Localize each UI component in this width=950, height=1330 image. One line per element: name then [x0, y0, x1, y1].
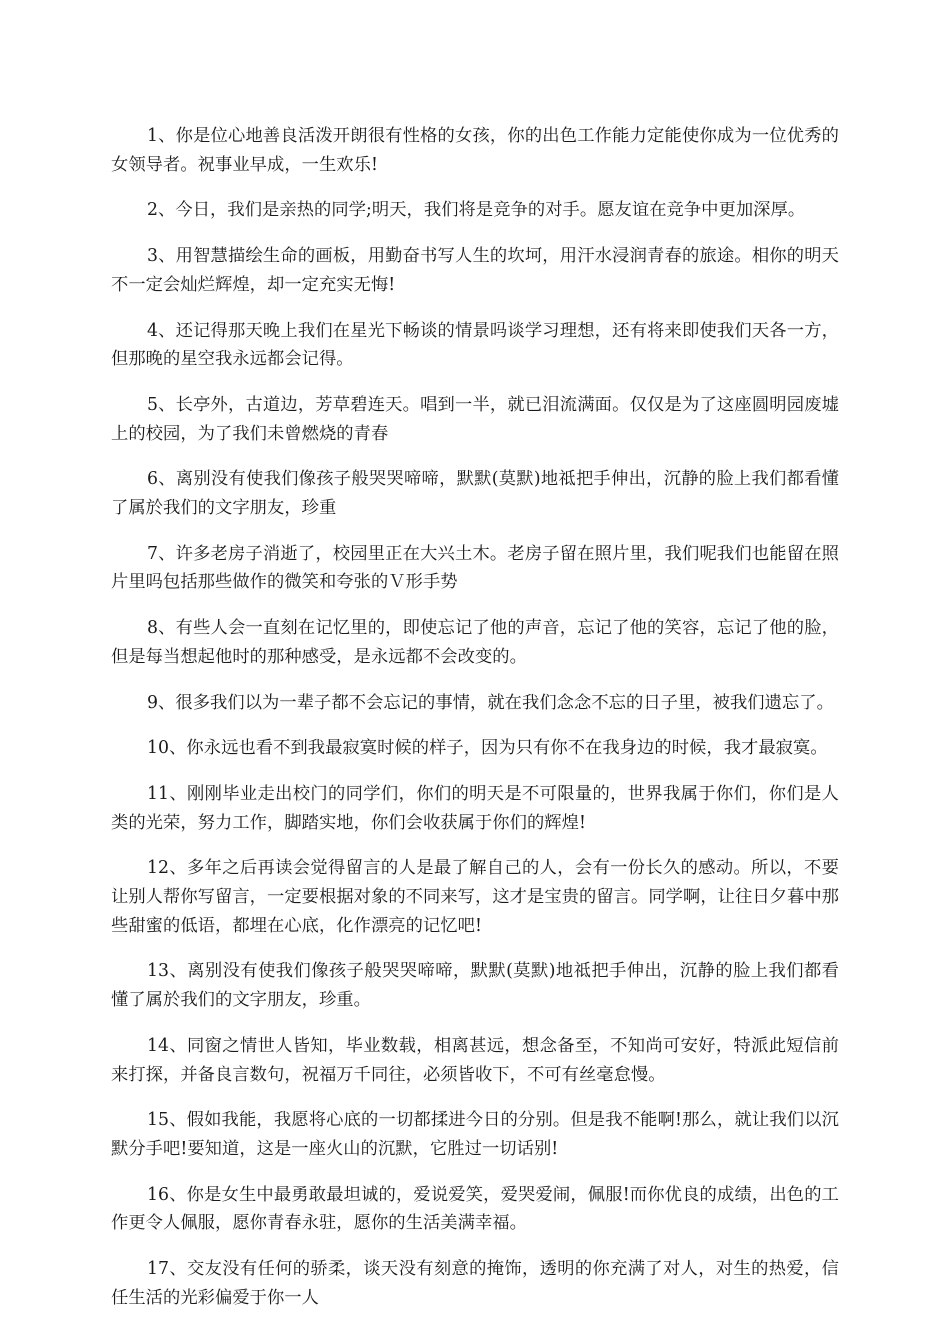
document-body [111, 122, 839, 1330]
paragraph-5: 5、长亭外，古道边，芳草碧连天。唱到一半，就已泪流满面。仅仅是为了这座圆明园废墟上的校园，为了我们未曾燃烧的青春 [111, 394, 839, 444]
paragraph-2: 2、今日，我们是亲热的同学;明天，我们将是竞争的对手。愿友谊在竞争中更加深厚。 [147, 200, 806, 221]
paragraph-13: 13、离别没有使我们像孩子般哭哭啼啼，默默(莫默)地祗把手伸出，沉静的脸上我们都看懂了属於我们的文字朋友，珍重。 [111, 961, 839, 1011]
paragraph-1: 1、你是位心地善良活泼开朗很有性格的女孩，你的出色工作能力定能使你成为一位优秀的女领导者。祝事业早成，一生欢乐! [111, 126, 839, 175]
paragraph-14: 14、同窗之情世人皆知，毕业数载，相离甚远，想念备至，不知尚可安好，特派此短信前来打探，并备良言数句，祝福万千同往，必须皆收下，不可有丝毫怠慢。 [111, 1035, 839, 1085]
paragraph-7: 7、许多老房子消逝了，校园里正在大兴土木。老房子留在照片里，我们呢我们也能留在照片里吗包括那些做作的微笑和夸张的Ｖ形手势 [111, 543, 839, 593]
paragraph-6: 6、离别没有使我们像孩子般哭哭啼啼，默默(莫默)地祗把手伸出，沉静的脸上我们都看懂了属於我们的文字朋友，珍重 [111, 469, 839, 519]
paragraph-17: 17、交友没有任何的骄柔，谈天没有刻意的掩饰，透明的你充满了对人，对生的热爱，信任生活的光彩偏爱于你一人 [111, 1259, 839, 1308]
paragraph-8: 8、有些人会一直刻在记忆里的，即使忘记了他的声音，忘记了他的笑容，忘记了他的脸，但是每当想起他时的那种感受，是永远都不会改变的。 [111, 618, 839, 667]
paragraph-3: 3、用智慧描绘生命的画板，用勤奋书写人生的坎坷，用汗水浸润青春的旅途。相你的明天不一定会灿烂辉煌，却一定充实无悔! [111, 246, 839, 295]
paragraph-4: 4、还记得那天晚上我们在星光下畅谈的情景吗谈学习理想，还有将来即使我们天各一方，但那晚的星空我永远都会记得。 [111, 320, 839, 370]
paragraph-9: 9、很多我们以为一辈子都不会忘记的事情，就在我们念念不忘的日子里，被我们遗忘了。 [147, 692, 834, 713]
paragraph-12: 12、多年之后再读会觉得留言的人是最了解自己的人，会有一份长久的感动。所以，不要让别人帮你写留言，一定要根据对象的不同来写，这才是宝贵的留言。同学啊，让往日夕暮中那些甜蜜的低语，都埋在心底，化作漂亮的记忆吧! [111, 858, 839, 936]
paragraph-10: 10、你永远也看不到我最寂寞时候的样子，因为只有你不在我身边的时候，我才最寂寞。 [147, 738, 828, 759]
paragraph-16: 16、你是女生中最勇敢最坦诚的，爱说爱笑，爱哭爱闹，佩服!而你优良的成绩，出色的工作更令人佩服，愿你青春永驻，愿你的生活美满幸福。 [111, 1184, 839, 1234]
paragraph-11: 11、刚刚毕业走出校门的同学们，你们的明天是不可限量的，世界我属于你们，你们是人类的光荣，努力工作，脚踏实地，你们会收获属于你们的辉煌! [111, 783, 839, 833]
paragraph-15: 15、假如我能，我愿将心底的一切都揉进今日的分别。但是我不能啊!那么，就让我们以沉默分手吧!要知道，这是一座火山的沉默，它胜过一切话别! [111, 1110, 839, 1159]
